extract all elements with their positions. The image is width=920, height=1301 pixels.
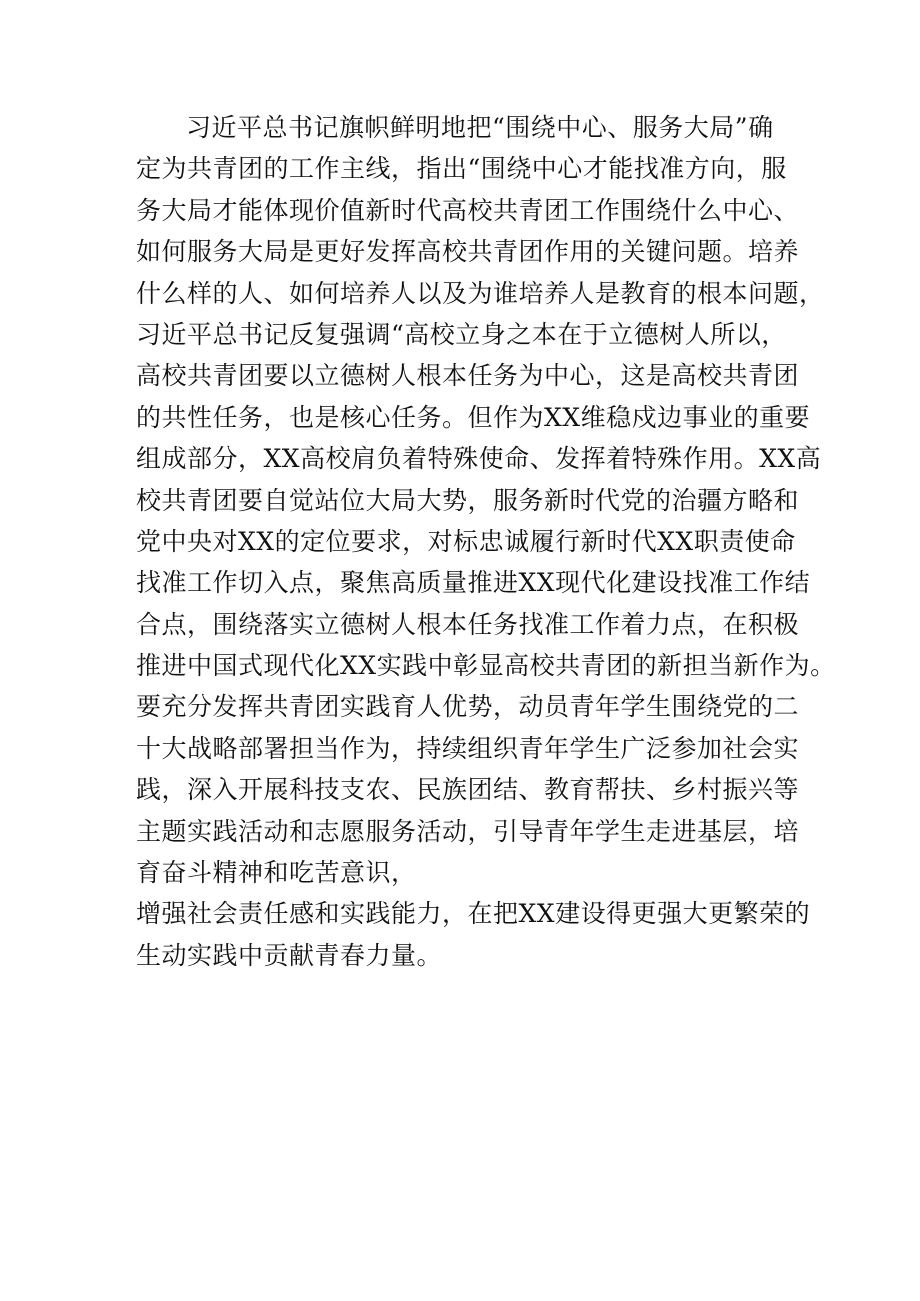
text-line: 校共青团要自觉站位大局大势，服务新时代党的治疆方略和 — [136, 485, 800, 515]
text-line: 高校共青团要以立德树人根本任务为中心，这是高校共青团 — [136, 361, 800, 391]
text-line: 习近平总书记反复强调“高校立身之本在于立德树人所以， — [136, 319, 787, 349]
text-line: 践，深入开展科技支农、民族团结、教育帮扶、乡村振兴等 — [136, 775, 800, 805]
body-text — [136, 107, 836, 976]
text-line: 什么样的人、如何培养人以及为谁培养人是教育的根本问题， — [136, 278, 825, 308]
text-line: 务大局才能体现价值新时代高校共青团工作围绕什么中心、 — [136, 195, 800, 225]
text-line: 育奋斗精神和吃苦意识， — [136, 858, 417, 888]
text-line: 合点，围绕落实立德树人根本任务找准工作着力点，在积极 — [136, 609, 800, 639]
text-line: 的共性任务，也是核心任务。但作为XX维稳戍边事业的重要 — [136, 402, 811, 432]
text-line: 习近平总书记旗帜鲜明地把“围绕中心、服务大局”确 — [186, 113, 774, 142]
text-line: 定为共青团的工作主线，指出“围绕中心才能找准方向，服 — [136, 154, 787, 184]
text-line: 生动实践中贡献青春力量。 — [136, 940, 443, 970]
text-line: 党中央对XX的定位要求，对标忠诚履行新时代XX职责使命 — [136, 526, 796, 556]
text-line: 如何服务大局是更好发挥高校共青团作用的关键问题。培养 — [136, 237, 800, 267]
text-line: 主题实践活动和志愿服务活动，引导青年学生走进基层，培 — [136, 816, 800, 846]
text-line: 找准工作切入点，聚焦高质量推进XX现代化建设找准工作结 — [136, 568, 811, 598]
text-line: 十大战略部署担当作为，持续组织青年学生广泛参加社会实 — [136, 733, 800, 763]
text-line: 要充分发挥共青团实践育人优势，动员青年学生围绕党的二 — [136, 692, 800, 722]
text-line: 增强社会责任感和实践能力，在把XX建设得更强大更繁荣的 — [136, 899, 811, 929]
text-line: 推进中国式现代化XX实践中彰显高校共青团的新担当新作为。 — [136, 651, 836, 681]
text-line: 组成部分，XX高校肩负着特殊使命、发挥着特殊作用。XX高 — [136, 444, 822, 474]
